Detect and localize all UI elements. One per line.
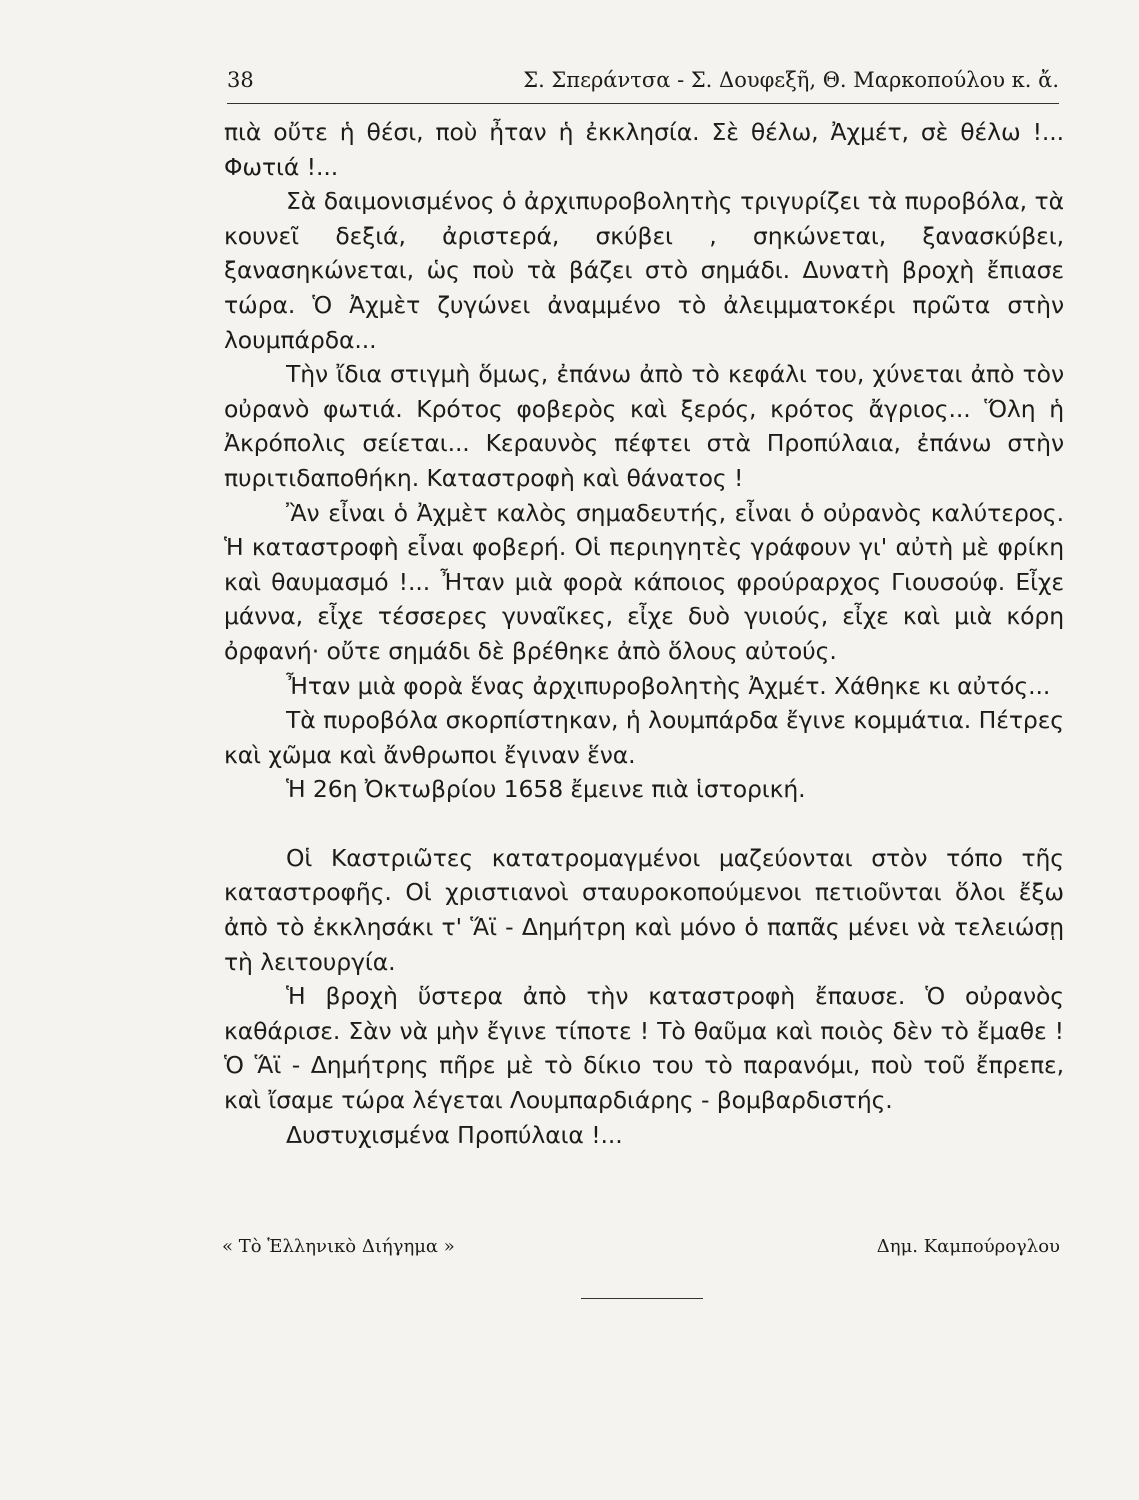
running-title: Σ. Σπεράντσα - Σ. Δουφεξῆ, Θ. Μαρκοπούλου κ. ἄ. (523, 68, 1059, 92)
page-header (227, 68, 1059, 98)
section-gap (224, 807, 1064, 841)
end-rule (581, 1298, 703, 1299)
paragraph: Τὴν ἴδια στιγμὴ ὅμως, ἐπάνω ἀπὸ τὸ κεφάλι του, χύνεται ἀπὸ τὸν οὐρανὸ φωτιά. Κρότος φοβερὸς καὶ ξερός, κρότος ἄγριος... Ὅλη ἡ Ἀκρόπολις σείεται... Κεραυνὸς πέφτει στὰ Προπύλαια, ἐπάνω στὴν πυριτιδαποθήκη. Καταστροφὴ καὶ θάνατος ! (224, 360, 1064, 492)
paragraph: Ἡ 26η Ὀκτωβρίου 1658 ἔμεινε πιὰ ἱστορική. (286, 775, 806, 804)
source-title: « Τὸ Ἑλληνικὸ Διήγημα » (222, 1236, 455, 1257)
paragraph: Σὰ δαιμονισμένος ὁ ἀρχιπυροβολητὴς τριγυρίζει τὰ πυροβόλα, τὰ κουνεῖ δεξιά, ἀριστερά, σκύβει , σηκώνεται, ξανασκύβει, ξανασηκώνεται, ὡς ποὺ τὰ βάζει στὸ σημάδι. Δυνατὴ βροχὴ ἔπιασε τώρα. Ὁ Ἀχμὲτ ζυγώνει ἀναμμένο τὸ ἀλειμματοκέρι πρῶτα στὴν λουμπάρδα... (224, 187, 1064, 354)
body-text (224, 115, 1064, 1152)
source-citation (222, 1236, 1060, 1266)
paragraph: Τὰ πυροβόλα σκορπίστηκαν, ἡ λουμπάρδα ἔγινε κομμάτια. Πέτρες καὶ χῶμα καὶ ἄνθρωποι ἔγιναν ἕνα. (224, 706, 1064, 769)
paragraph: πιὰ οὔτε ἡ θέσι, ποὺ ἦταν ἡ ἐκκλησία. Σὲ θέλω, Ἀχμέτ, σὲ θέλω !... Φωτιά !... (224, 118, 1064, 181)
paragraph: Οἱ Καστριῶτες κατατρομαγμένοι μαζεύονται στὸν τόπο τῆς καταστροφῆς. Οἱ χριστιανοὶ σταυροκοπούμενοι πετιοῦνται ὅλοι ἔξω ἀπὸ τὸ ἐκκλησάκι τ' Ἅϊ - Δημήτρη καὶ μόνο ὁ παπᾶς μένει νὰ τελειώσῃ τὴ λειτουργία. (224, 843, 1064, 976)
paragraph: Ἡ βροχὴ ὕστερα ἀπὸ τὴν καταστροφὴ ἔπαυσε. Ὁ οὐρανὸς καθάρισε. Σὰν νὰ μὴν ἔγινε τίποτε ! Τὸ θαῦμα καὶ ποιὸς δὲν τὸ ἔμαθε ! Ὁ Ἅϊ - Δημήτρης πῆρε μὲ τὸ δίκιο του τὸ παρανόμι, ποὺ τοῦ ἔπρεπε, καὶ ἴσαμε τώρα λέγεται Λουμπαρδιάρης - βομβαρδιστής. (224, 982, 1064, 1115)
paragraph: Δυστυχισμένα Προπύλαια !... (286, 1120, 623, 1149)
source-author: Δημ. Καμπούρογλου (876, 1236, 1060, 1257)
page-number: 38 (227, 68, 254, 92)
paragraph: Ἂν εἶναι ὁ Ἀχμὲτ καλὸς σημαδευτής, εἶναι ὁ οὐρανὸς καλύτερος. Ἡ καταστροφὴ εἶναι φοβερή. Οἱ περιηγητὲς γράφουν γι' αὐτὴ μὲ φρίκη καὶ θαυμασμό !... Ἦταν μιὰ φορὰ κάποιος φρούραρχος Γιουσούφ. Εἶχε μάννα, εἶχε τέσσερες γυναῖκες, εἶχε δυὸ γυιούς, εἶχε καὶ μιὰ κόρη ὀρφανή· οὔτε σημάδι δὲ βρέθηκε ἀπὸ ὅλους αὐτούς. (224, 498, 1064, 665)
paragraph: Ἦταν μιὰ φορὰ ἕνας ἀρχιπυροβολητὴς Ἀχμέτ. Χάθηκε κι αὐτός... (286, 671, 1051, 700)
header-rule (227, 103, 1059, 104)
